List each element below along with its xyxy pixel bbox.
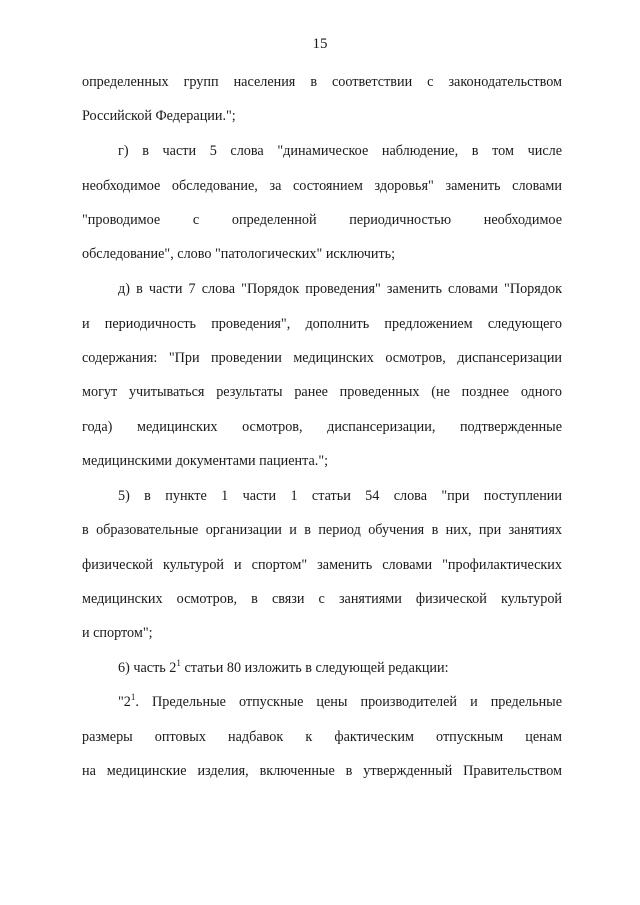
text-line: д) в части 7 слова "Порядок проведения" заменить словами "Порядок <box>118 281 562 297</box>
text-line: необходимое обследование, за состоянием здоровья" заменить словами <box>82 178 562 194</box>
text-line: в образовательные организации и в период обучения в них, при занятиях <box>82 522 562 538</box>
text-fragment: "2 <box>118 694 131 710</box>
text-line: и спортом"; <box>82 625 153 641</box>
text-line: г) в части 5 слова "динамическое наблюдение, в том числе <box>118 143 562 159</box>
text-line: определенных групп населения в соответствии с законодательством <box>82 74 562 90</box>
superscript: 1 <box>176 658 181 668</box>
text-line: на медицинские изделия, включенные в утвержденный Правительством <box>82 763 562 779</box>
text-line: 5) в пункте 1 части 1 статьи 54 слова "при поступлении <box>118 488 562 504</box>
superscript: 1 <box>130 692 136 702</box>
page-number: 15 <box>312 36 328 52</box>
text-line: медицинскими документами пациента."; <box>82 453 329 469</box>
text-fragment: . Предельные отпускные цены производителей и предельные <box>135 694 562 710</box>
text-line-with-superscript <box>118 659 562 677</box>
text-line: обследование", слово "патологических" исключить; <box>82 246 396 262</box>
text-fragment: статьи 80 изложить в следующей редакции: <box>180 660 449 676</box>
text-fragment: 6) часть 2 <box>118 660 177 676</box>
text-line: года) медицинских осмотров, диспансеризации, подтвержденные <box>82 419 562 435</box>
text-line: медицинских осмотров, в связи с занятиями физической культурой <box>82 591 562 607</box>
text-line: и периодичность проведения", дополнить предложением следующего <box>82 316 562 332</box>
text-line: могут учитываться результаты ранее проведенных (не позднее одного <box>82 384 562 400</box>
text-line: "проводимое с определенной периодичностью необходимое <box>82 212 562 228</box>
text-line: размеры оптовых надбавок к фактическим отпускным ценам <box>82 729 562 745</box>
text-line: Российской Федерации."; <box>82 108 236 124</box>
text-line: физической культурой и спортом" заменить словами "профилактических <box>82 557 562 573</box>
text-line: содержания: "При проведении медицинских осмотров, диспансеризации <box>82 350 562 366</box>
text-line-with-superscript <box>118 693 562 711</box>
